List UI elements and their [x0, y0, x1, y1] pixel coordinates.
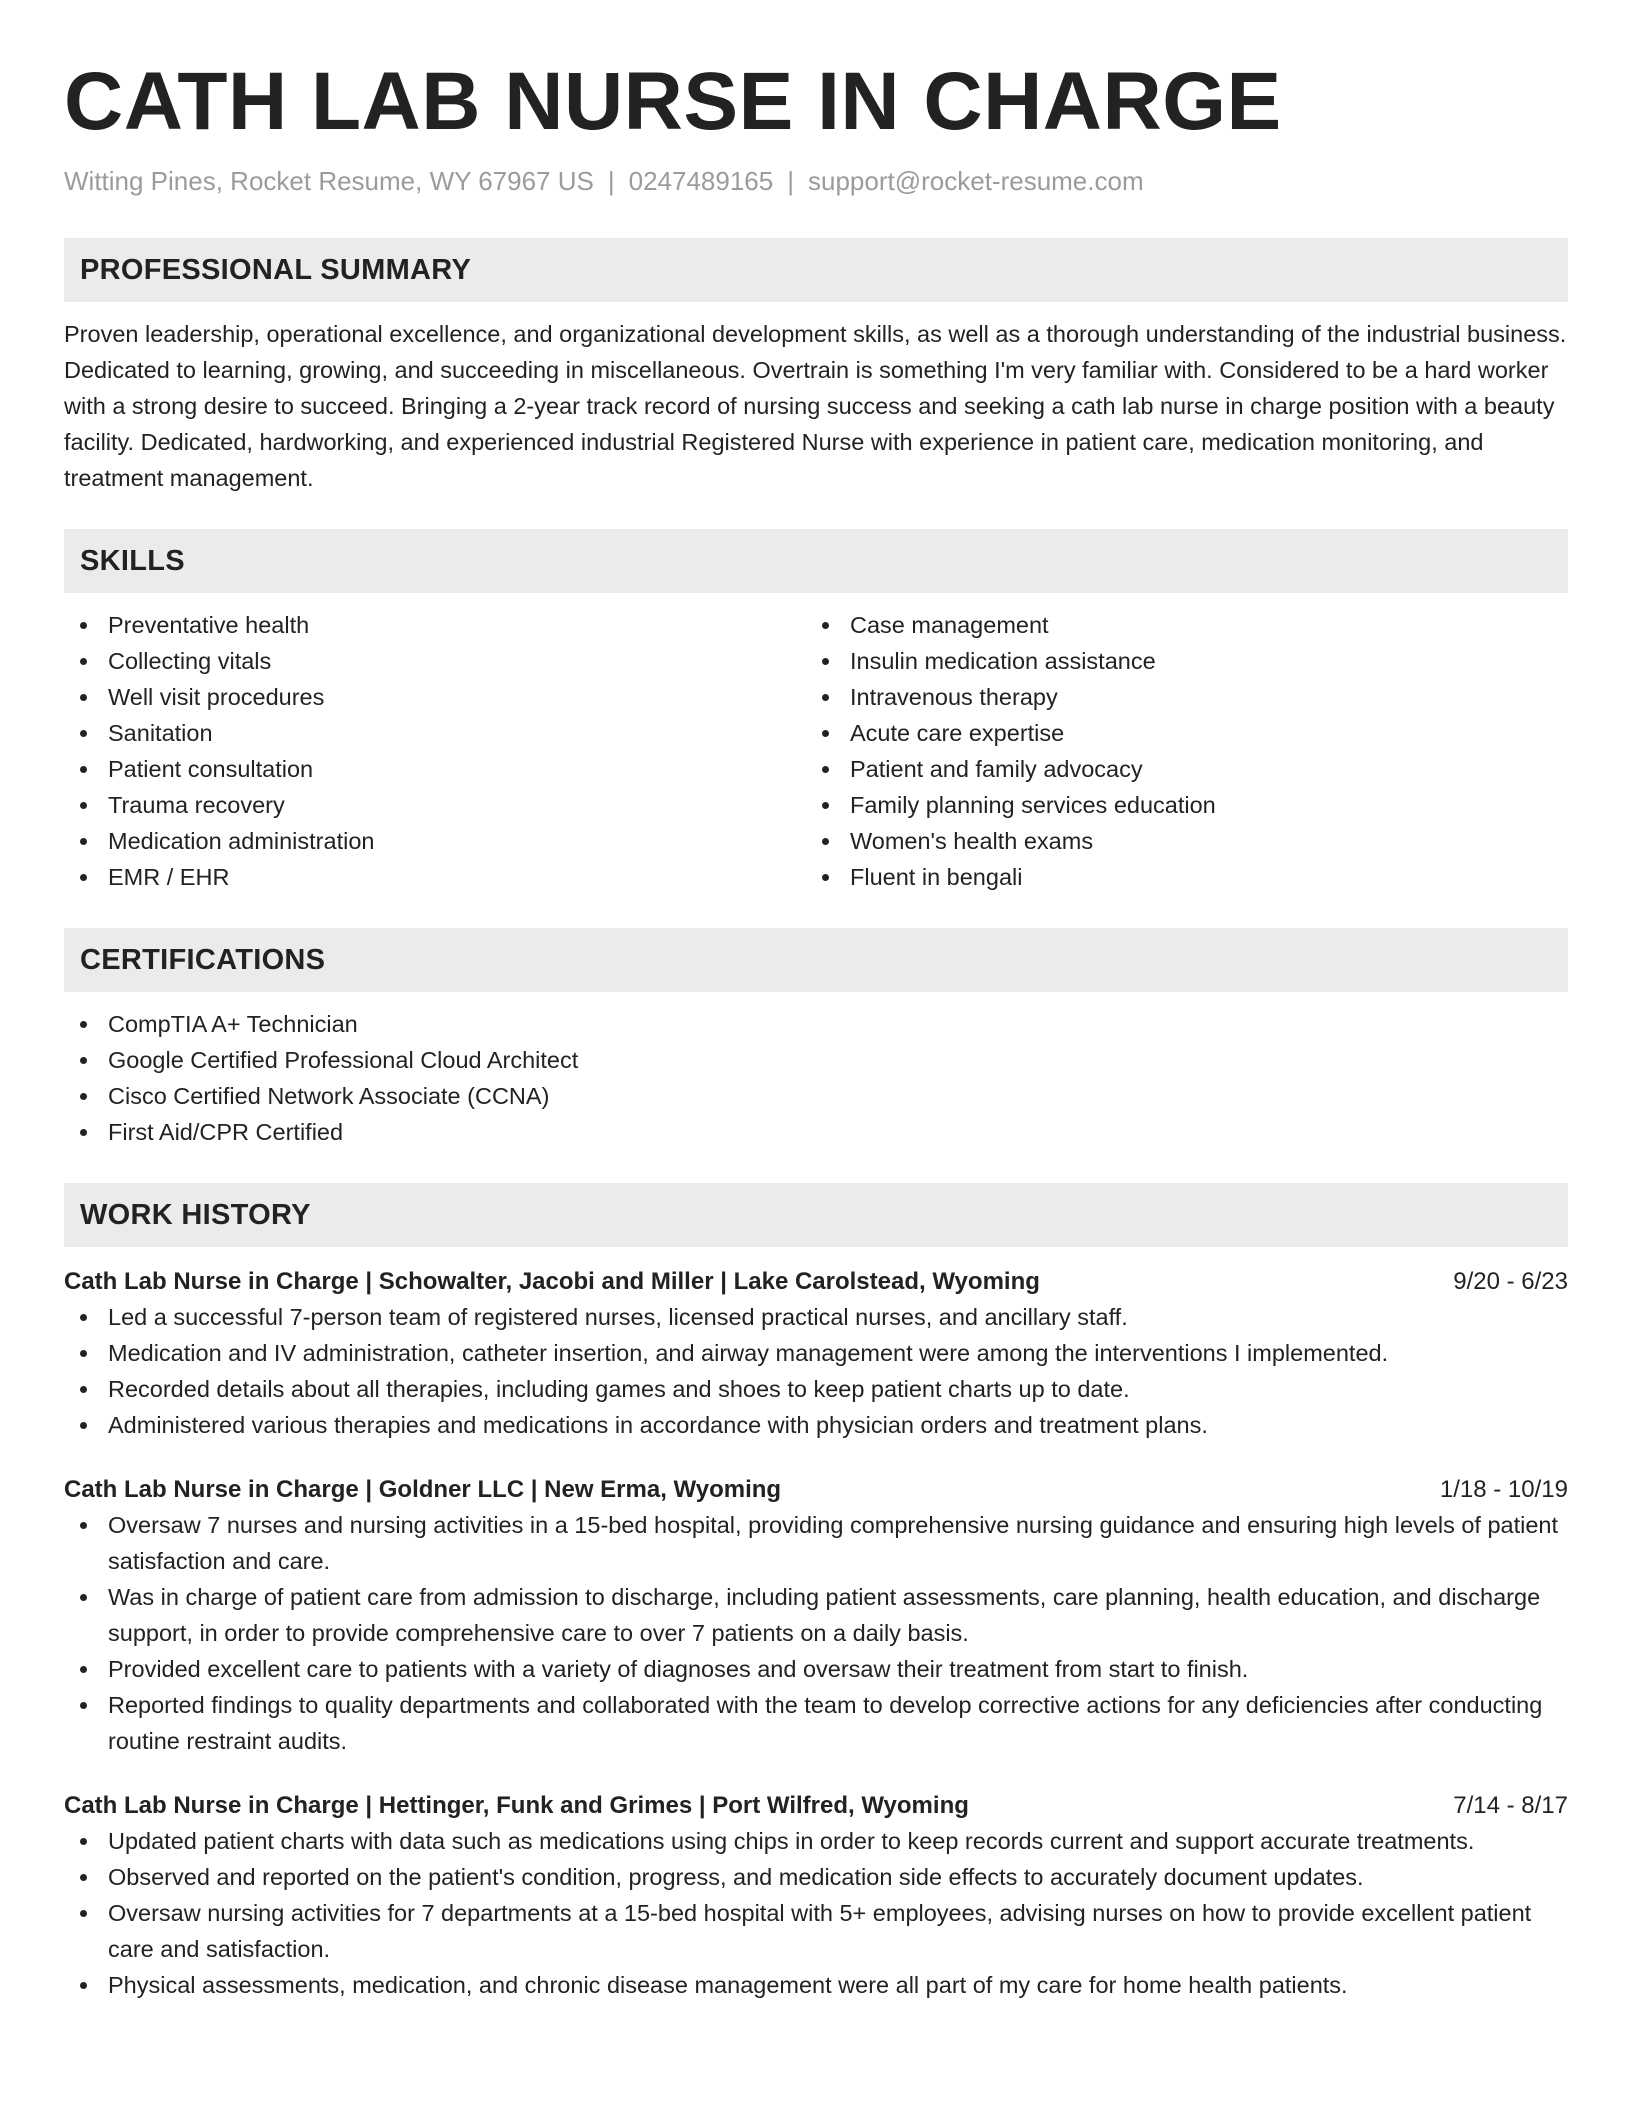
- summary-heading: PROFESSIONAL SUMMARY: [64, 238, 1568, 302]
- skills-list-left: [64, 607, 806, 895]
- job-dates: 7/14 - 8/17: [1453, 1792, 1568, 1819]
- job-dates: 1/18 - 10/19: [1439, 1476, 1568, 1503]
- job-bullets: [64, 1299, 1568, 1443]
- contact-email: support@rocket-resume.com: [808, 166, 1144, 196]
- summary-section: [64, 238, 1568, 496]
- summary-text: Proven leadership, operational excellence, and organizational development skills, as well as a thorough understanding of the industrial business. Dedicated to learning, growing, and succeeding in miscellaneous. Overtrain is something I'm very familiar with. Considered to be a hard worker with a strong desire to succeed. Bringing a 2-year track record of nursing success and seeking a cath lab nurse in charge position with a beauty facility. Dedicated, hardworking, and experienced industrial Registered Nurse with experience in patient care, medication monitoring, and treatment management.: [64, 321, 1567, 491]
- job-header: [64, 1265, 1568, 1299]
- certification-item: Google Certified Professional Cloud Architect: [64, 1042, 1568, 1078]
- job-bullet: Updated patient charts with data such as medications using chips in order to keep records current and support accurate treatments.: [64, 1823, 1568, 1859]
- job-title: Cath Lab Nurse in Charge | Schowalter, Jacobi and Miller | Lake Carolstead, Wyoming: [64, 1268, 1040, 1295]
- skill-item: Trauma recovery: [64, 787, 806, 823]
- contact-separator: |: [787, 166, 794, 196]
- certification-item: CompTIA A+ Technician: [64, 1006, 1568, 1042]
- skill-item: Fluent in bengali: [806, 859, 1548, 895]
- job-entry: [64, 1473, 1568, 1759]
- job-bullet: Medication and IV administration, catheter insertion, and airway management were among the interventions I implemented.: [64, 1335, 1568, 1371]
- skill-item: Women's health exams: [806, 823, 1548, 859]
- certification-item: First Aid/CPR Certified: [64, 1114, 1568, 1150]
- contact-line: [64, 164, 1568, 198]
- skills-section: [64, 529, 1568, 895]
- job-title: Cath Lab Nurse in Charge | Goldner LLC | New Erma, Wyoming: [64, 1476, 782, 1503]
- skill-item: Intravenous therapy: [806, 679, 1548, 715]
- skill-item: Acute care expertise: [806, 715, 1548, 751]
- skills-column-left: [64, 607, 806, 895]
- job-bullet: Provided excellent care to patients with a variety of diagnoses and oversaw their treatment from start to finish.: [64, 1651, 1568, 1687]
- job-bullet: Oversaw 7 nurses and nursing activities in a 15-bed hospital, providing comprehensive nursing guidance and ensuring high levels of patient satisfaction and care.: [64, 1507, 1568, 1579]
- certifications-section: [64, 928, 1568, 1150]
- job-bullets: [64, 1823, 1568, 2003]
- certifications-list: [64, 1006, 1568, 1150]
- skill-item: Family planning services education: [806, 787, 1548, 823]
- job-bullets: [64, 1507, 1568, 1759]
- skill-item: Preventative health: [64, 607, 806, 643]
- job-bullet: Physical assessments, medication, and chronic disease management were all part of my care for home health patients.: [64, 1967, 1568, 2003]
- skill-item: EMR / EHR: [64, 859, 806, 895]
- contact-separator: |: [607, 166, 615, 196]
- job-bullet: Oversaw nursing activities for 7 departments at a 15-bed hospital with 5+ employees, advising nurses on how to provide excellent patient care and satisfaction.: [64, 1895, 1568, 1967]
- skill-item: Case management: [806, 607, 1548, 643]
- job-header: [64, 1473, 1568, 1507]
- skill-item: Patient consultation: [64, 751, 806, 787]
- job-header: [64, 1789, 1568, 1823]
- certification-item: Cisco Certified Network Associate (CCNA): [64, 1078, 1568, 1114]
- skills-list-right: [806, 607, 1548, 895]
- job-bullet: Administered various therapies and medications in accordance with physician orders and treatment plans.: [64, 1407, 1568, 1443]
- skills-grid: [64, 607, 1568, 895]
- job-entry: [64, 1265, 1568, 1443]
- job-bullet: Observed and reported on the patient's condition, progress, and medication side effects to accurately document updates.: [64, 1859, 1568, 1895]
- skill-item: Medication administration: [64, 823, 806, 859]
- work-history-heading: WORK HISTORY: [64, 1183, 1568, 1247]
- resume-title: CATH LAB NURSE IN CHARGE: [64, 56, 1282, 147]
- skills-column-right: [806, 607, 1548, 895]
- job-bullet: Recorded details about all therapies, including games and shoes to keep patient charts up to date.: [64, 1371, 1568, 1407]
- contact-phone: 0247489165: [628, 166, 774, 196]
- skill-item: Sanitation: [64, 715, 806, 751]
- skill-item: Collecting vitals: [64, 643, 806, 679]
- skill-item: Patient and family advocacy: [806, 751, 1548, 787]
- skill-item: Well visit procedures: [64, 679, 806, 715]
- job-dates: 9/20 - 6/23: [1453, 1268, 1568, 1295]
- skill-item: Insulin medication assistance: [806, 643, 1548, 679]
- skills-heading: SKILLS: [64, 529, 1568, 593]
- job-title: Cath Lab Nurse in Charge | Hettinger, Funk and Grimes | Port Wilfred, Wyoming: [64, 1792, 969, 1819]
- job-bullet: Led a successful 7-person team of registered nurses, licensed practical nurses, and ancillary staff.: [64, 1299, 1568, 1335]
- certifications-heading: CERTIFICATIONS: [64, 928, 1568, 992]
- job-bullet: Was in charge of patient care from admission to discharge, including patient assessments, care planning, health education, and discharge support, in order to provide comprehensive care to over 7 patients on a daily basis.: [64, 1579, 1568, 1651]
- job-bullet: Reported findings to quality departments and collaborated with the team to develop corrective actions for any deficiencies after conducting routine restraint audits.: [64, 1687, 1568, 1759]
- work-history-section: [64, 1183, 1568, 2003]
- contact-address: Witting Pines, Rocket Resume, WY 67967 US: [64, 166, 594, 196]
- job-entry: [64, 1789, 1568, 2003]
